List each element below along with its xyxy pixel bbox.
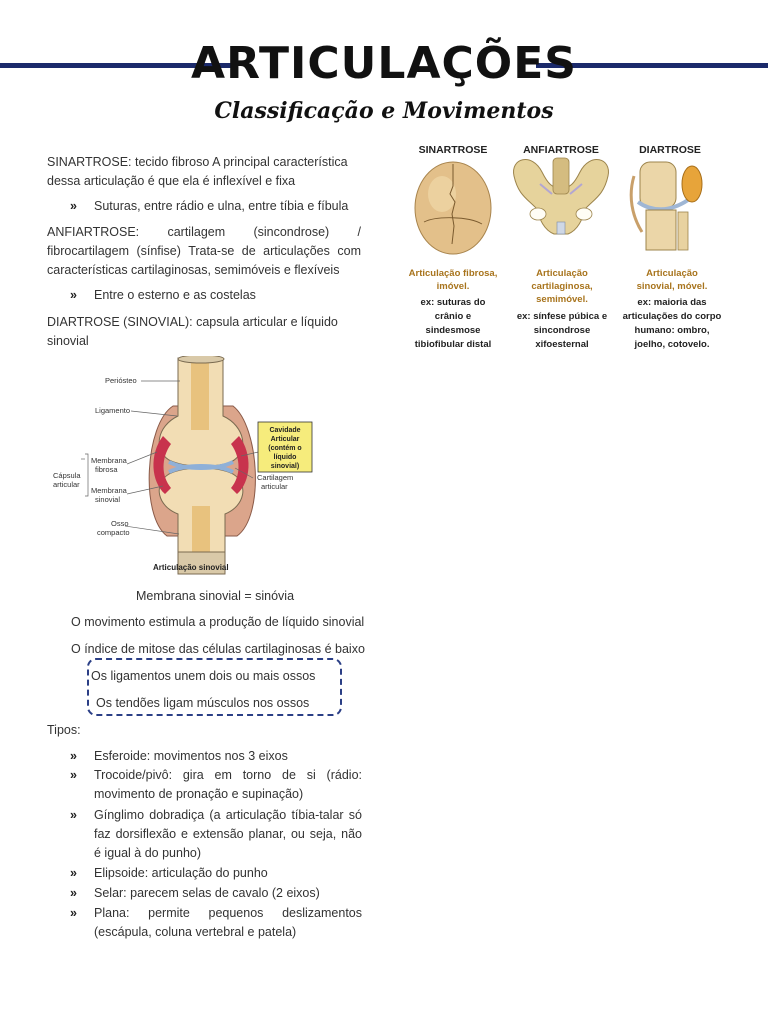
label-cavidade-1: Cavidade	[269, 427, 301, 434]
label-cavidade-3: (contém o	[268, 445, 302, 452]
sinartrose-text: SINARTROSE: tecido fibroso A principal característica dessa articulação é que ela é inflexível e fixa	[47, 155, 348, 188]
bullet-text: Esferoide: movimentos nos 3 eixos	[94, 749, 288, 763]
bullet-text: Entre o esterno e as costelas	[94, 288, 256, 302]
diartrose-example-2: articulações do corpo	[622, 311, 722, 322]
note-tendoes: Os tendões ligam músculos nos ossos	[96, 696, 310, 710]
bullet-mark: »	[70, 866, 77, 880]
label-osso-2: compacto	[97, 528, 130, 537]
joint-classification-image	[402, 136, 732, 358]
bullet-text: Selar: parecem selas de cavalo (2 eixos)	[94, 886, 320, 900]
bullet-mark: »	[70, 199, 77, 213]
diartrose-highlight-1: Articulação	[646, 268, 698, 279]
label-ligamento: Ligamento	[95, 406, 131, 415]
diartrose-example-4: joelho, cotovelo.	[634, 339, 710, 350]
note-movimento: O movimento estimula a produção de líquido sinovial	[71, 615, 365, 629]
diartrose-example-3: humano: ombro,	[634, 325, 710, 336]
bullet-text: Suturas, entre rádio e ulna, entre tíbia e fíbula	[94, 199, 349, 213]
page-title: ARTICULAÇÕES	[191, 38, 577, 89]
diartrose-text: DIARTROSE (SINOVIAL): capsula articular e líquido sinovial	[47, 315, 338, 348]
anfiartrose-example-2: sincondrose	[533, 325, 591, 336]
pelvis-icon	[514, 158, 609, 234]
label-membrana-fibrosa-2: fibrosa	[95, 465, 118, 474]
label-periosteo: Periósteo	[105, 376, 137, 385]
bullet-mark: »	[70, 749, 77, 763]
bullet-mark: »	[70, 288, 77, 302]
label-capsula-1: Cápsula	[53, 471, 81, 480]
label-cavidade-2: Articular	[270, 436, 300, 443]
anfiartrose-highlight-3: semimóvel.	[536, 294, 588, 305]
label-membrana-sinovial-2: sinovial	[95, 495, 121, 504]
heading-anfiartrose: ANFIARTROSE	[523, 144, 599, 156]
bullet-mark: »	[70, 886, 77, 900]
bullet-mark: »	[70, 808, 77, 822]
sinartrose-highlight-2: imóvel.	[436, 281, 470, 292]
label-cartilagem-2: articular	[261, 482, 288, 491]
diartrose-highlight-2: sinovial, móvel.	[636, 281, 708, 292]
bullet-text: Elipsoide: articulação do punho	[94, 866, 268, 880]
label-osso-1: Osso	[111, 519, 129, 528]
bullet-mark: »	[70, 906, 77, 920]
note-sinovia: Membrana sinovial = sinóvia	[135, 589, 295, 603]
label-cartilagem-1: Cartilagem	[257, 473, 294, 482]
anfiartrose-text: ANFIARTROSE: cartilagem (sincondrose) / fibrocartilagem (sínfise) Trata-se de articulações com características cartilaginosas, semimóveis e flexíveis	[47, 225, 361, 277]
bullet-text: Gínglimo dobradiça (a articulação tíbia-talar só faz dorsiflexão e extensão planar, ou seja, não é igual à do punho)	[94, 808, 362, 860]
note-mitose: O índice de mitose das células cartilaginosas é baixo	[71, 642, 365, 656]
bullet-text: Plana: permite pequenos deslizamentos (escápula, coluna vertebral e patela)	[94, 906, 362, 939]
bullet-text: Trocoide/pivô: gira em torno de si (rádio: movimento de pronação e supinação)	[94, 768, 362, 801]
diagram-caption: Articulação sinovial	[153, 563, 229, 572]
anfiartrose-example-3: xifoesternal	[535, 339, 589, 350]
anfiartrose-highlight-2: cartilaginosa,	[531, 281, 593, 292]
sinartrose-example-2: crânio e	[434, 311, 472, 322]
label-membrana-sinovial-1: Membrana	[91, 486, 127, 495]
skull-icon	[415, 162, 491, 254]
sinartrose-example-1: ex: suturas do	[420, 297, 486, 308]
label-membrana-fibrosa-1: Membrana	[91, 456, 127, 465]
knee-icon	[631, 162, 702, 250]
label-cavidade-4: líquido	[273, 454, 297, 461]
sinartrose-example-3: sindesmose	[425, 325, 481, 336]
sinartrose-highlight-1: Articulação fibrosa,	[408, 268, 498, 279]
sinartrose-example-4: tibiofibular distal	[414, 339, 492, 350]
bullet-mark: »	[70, 768, 77, 782]
synovial-joint-diagram	[45, 356, 320, 578]
heading-diartrose: DIARTROSE	[639, 144, 701, 156]
anfiartrose-example-1: ex: sínfese púbica e	[516, 311, 608, 322]
label-capsula-2: articular	[53, 480, 80, 489]
anfiartrose-highlight-1: Articulação	[536, 268, 588, 279]
diartrose-example-1: ex: maioria das	[637, 297, 707, 308]
tipos-heading: Tipos:	[47, 723, 81, 737]
heading-sinartrose: SINARTROSE	[418, 144, 488, 156]
note-ligamentos: Os ligamentos unem dois ou mais ossos	[91, 669, 316, 683]
page-subtitle: Classificação e Movimentos	[214, 98, 554, 124]
label-cavidade-5: sinovial)	[270, 463, 300, 470]
